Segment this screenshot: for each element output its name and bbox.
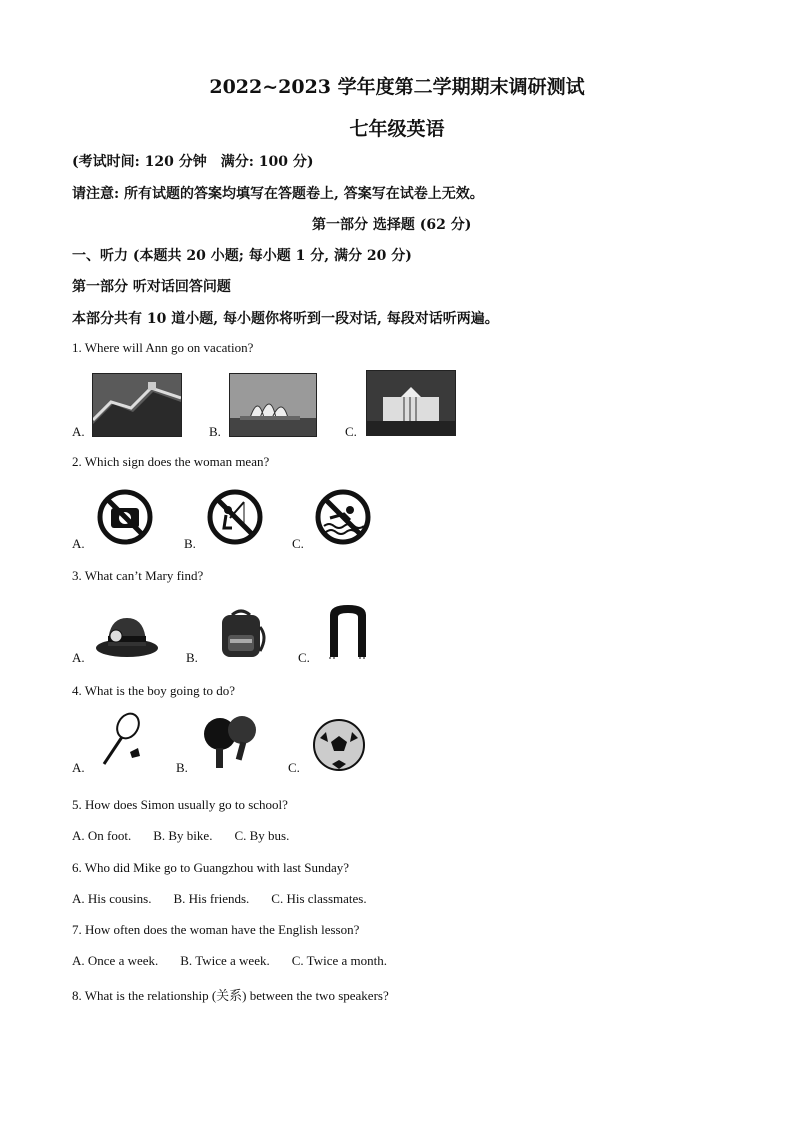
question-1: 1. Where will Ann go on vacation? (72, 340, 254, 355)
q7-option-b: B. Twice a week. (180, 953, 270, 968)
scarf-icon (320, 603, 376, 659)
q7-options (72, 953, 409, 969)
question-4: 4. What is the boy going to do? (72, 683, 235, 698)
q7-option-a: A. Once a week. (72, 953, 159, 968)
q2-option-b: B. (184, 536, 196, 551)
subsection-title: 第一部分 听对话回答问题 (72, 279, 231, 295)
q5-option-c: C. By bus. (234, 828, 290, 843)
ping-pong-paddles-icon (200, 712, 262, 770)
q6-option-a: A. His cousins. (72, 891, 152, 906)
question-2: 2. Which sign does the woman mean? (72, 454, 270, 469)
q3-option-c: C. (298, 650, 310, 665)
part-title: 第一部分 选择题 (62 分) (312, 217, 472, 233)
question-6: 6. Who did Mike go to Guangzhou with last Sunday? (72, 860, 350, 875)
section-title: 一、听力 (本题共 20 小题; 每小题 1 分, 满分 20 分) (72, 248, 412, 264)
backpack-icon (214, 607, 268, 659)
q6-option-b: B. His friends. (173, 891, 250, 906)
q4-option-b: B. (176, 760, 188, 775)
badminton-racket-icon (94, 712, 146, 770)
instruction: 本部分共有 10 道小题, 每小题你将听到一段对话, 每段对话听两遍。 (72, 311, 499, 327)
q5-option-b: B. By bike. (153, 828, 213, 843)
q4-option-a: A. (72, 760, 85, 775)
q2-option-c: C. (292, 536, 304, 551)
notice: 请注意: 所有试题的答案均填写在答题卷上, 答案写在试卷上无效。 (72, 186, 484, 202)
question-8: 8. What is the relationship (关系) between the two speakers? (72, 988, 389, 1003)
q1-option-c: C. (345, 424, 357, 439)
exam-subtitle: 七年级英语 (349, 118, 445, 140)
q1-option-a: A. (72, 424, 85, 439)
no-fishing-sign-icon (206, 488, 264, 546)
question-5: 5. How does Simon usually go to school? (72, 797, 288, 812)
sydney-opera-house-photo-icon (229, 373, 317, 437)
q5-options (72, 828, 311, 844)
q1-option-b: B. (209, 424, 221, 439)
hat-icon (94, 612, 160, 660)
no-photography-sign-icon (96, 488, 154, 546)
q5-option-a: A. On foot. (72, 828, 132, 843)
question-3: 3. What can’t Mary find? (72, 568, 204, 583)
q3-option-b: B. (186, 650, 198, 665)
q4-option-c: C. (288, 760, 300, 775)
q7-option-c: C. Twice a month. (291, 953, 387, 968)
q3-option-a: A. (72, 650, 85, 665)
q6-option-c: C. His classmates. (271, 891, 367, 906)
exam-title: 2022~2023 学年度第二学期期末调研测试 (209, 76, 585, 98)
soccer-ball-icon (312, 718, 366, 772)
great-wall-photo-icon (92, 373, 182, 437)
no-swimming-sign-icon (314, 488, 372, 546)
question-7: 7. How often does the woman have the English lesson? (72, 922, 360, 937)
q6-options (72, 891, 389, 907)
q2-option-a: A. (72, 536, 85, 551)
exam-info: (考试时间: 120 分钟 满分: 100 分) (72, 154, 314, 170)
white-house-photo-icon (366, 370, 456, 436)
